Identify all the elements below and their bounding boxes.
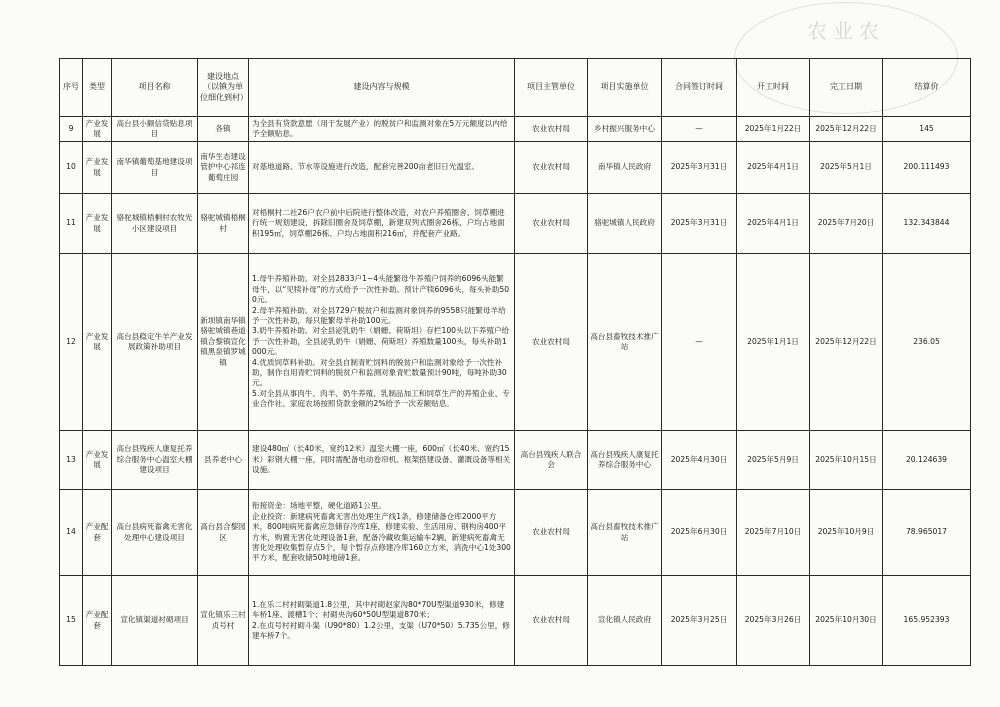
cell-type: 产业发展 — [83, 142, 112, 194]
cell-finish-date: 2025年5月1日 — [810, 142, 883, 194]
cell-type: 产业配套 — [83, 576, 112, 666]
cell-type: 产业发展 — [83, 117, 112, 142]
cell-content: 1.在乐二村衬砌渠道1.8公里，其中衬砌赵家沟80*70U型渠道930米，修建车桥1座、渡槽1个；衬砌央沟60*50U型渠道870米； 2.在贞号村衬砌斗渠（U90*80）1.2公里，支渠（U70*50）5.735公里，修建车桥7个。 — [249, 576, 515, 666]
cell-contract-date: — — [662, 254, 737, 431]
cell-seq: 11 — [60, 194, 83, 254]
cell-contract-date: — — [662, 117, 737, 142]
cell-content: 建设480㎡（长40米，宽约12米）温室大棚一座，600㎡（长40米、宽约15米）彩钢大棚一座，同时需配备电动卷帘机、框架搭建设备、灌溉设备等相关设施。 — [249, 431, 515, 490]
cell-type: 产业发展 — [83, 194, 112, 254]
cell-implementer: 宣化镇人民政府 — [588, 576, 662, 666]
cell-name: 高台县小额信贷贴息项目 — [112, 117, 198, 142]
cell-content: 对梧桐村二社26户农户前中后院进行整体改造，对农户养殖圈舍、饲草棚进行统一规划建设，拆除旧圈舍及饲草棚，新建双列式圈舍26栋，户均占地面积195㎡，饲草棚26栋、户均占地面积216㎡，并配套产业路。 — [249, 194, 515, 254]
table-header-row — [60, 59, 971, 117]
cell-price: 165.952393 — [883, 576, 971, 666]
cell-implementer: 南华镇人民政府 — [588, 142, 662, 194]
header-location: 建设地点（以镇为单位细化到村） — [198, 59, 249, 117]
cell-implementer: 骆驼城镇人民政府 — [588, 194, 662, 254]
cell-price: 236.05 — [883, 254, 971, 431]
cell-start-date: 2025年3月26日 — [737, 576, 810, 666]
cell-start-date: 2025年4月1日 — [737, 142, 810, 194]
cell-price: 132.343844 — [883, 194, 971, 254]
table-row — [60, 194, 971, 254]
cell-contract-date: 2025年3月31日 — [662, 194, 737, 254]
cell-start-date: 2025年1月1日 — [737, 254, 810, 431]
cell-location: 县养老中心 — [198, 431, 249, 490]
cell-finish-date: 2025年10月15日 — [810, 431, 883, 490]
cell-finish-date: 2025年7月20日 — [810, 194, 883, 254]
cell-name: 骆驼城镇梧桐村农牧光小区建设项目 — [112, 194, 198, 254]
header-name: 项目名称 — [112, 59, 198, 117]
cell-owner: 农业农村局 — [515, 254, 588, 431]
cell-type: 产业配套 — [83, 490, 112, 576]
cell-finish-date: 2025年10月30日 — [810, 576, 883, 666]
table-row — [60, 576, 971, 666]
cell-price: 145 — [883, 117, 971, 142]
cell-price: 200.111493 — [883, 142, 971, 194]
cell-owner: 农业农村局 — [515, 194, 588, 254]
cell-start-date: 2025年4月1日 — [737, 194, 810, 254]
header-seq: 序号 — [60, 59, 83, 117]
cell-seq: 13 — [60, 431, 83, 490]
cell-start-date: 2025年5月9日 — [737, 431, 810, 490]
cell-name: 高台县残疾人康复托养综合服务中心温室大棚建设项目 — [112, 431, 198, 490]
table-row — [60, 254, 971, 431]
cell-type: 产业发展 — [83, 431, 112, 490]
cell-location: 宣化镇乐三村贞号村 — [198, 576, 249, 666]
table-row — [60, 117, 971, 142]
table-row — [60, 490, 971, 576]
cell-finish-date: 2025年10月9日 — [810, 490, 883, 576]
cell-name: 高台县病死畜禽无害化处理中心建设项目 — [112, 490, 198, 576]
table-row — [60, 431, 971, 490]
cell-finish-date: 2025年12月22日 — [810, 117, 883, 142]
cell-content: 1.母牛养殖补助。对全县2833户1~4头能繁母牛养殖户饲养的6096头能繁母牛，以“见犊补母”的方式给予一次性补助。预计产犊6096头，每头补助500元。 2.母羊养殖补助。对全县729户脱贫户和监测对象饲养的9558只能繁母羊给予一次性补助，每只能繁母羊补助100元。 3.奶牛养殖补助。对全县泌乳奶牛（娟姗、荷斯坦）存栏100头以下养殖户给予一次性补助，全县泌乳奶牛（娟姗、荷斯坦）养殖数量100头，每头补助1000元。 4.优质饲草料补助。对全县自制青贮饲料的脱贫户和监测对象给予一次性补助，制作自用青贮饲料的脱贫户和监测对象青贮数量预计90吨，每吨补助30元。 5.对全县从事肉牛、肉羊、奶牛养殖、乳制品加工和饲草生产的养殖企业、专业合作社、家庭农场按照贷款金额的2%给予一次差额贴息。 — [249, 254, 515, 431]
header-finish-date: 完工日期 — [810, 59, 883, 117]
header-owner: 项目主管单位 — [515, 59, 588, 117]
cell-seq: 14 — [60, 490, 83, 576]
cell-name: 南华镇葡萄基地建设项目 — [112, 142, 198, 194]
header-contract-date: 合同签订时间 — [662, 59, 737, 117]
cell-contract-date: 2025年3月25日 — [662, 576, 737, 666]
cell-seq: 9 — [60, 117, 83, 142]
cell-owner: 农业农村局 — [515, 576, 588, 666]
table-row — [60, 142, 971, 194]
cell-owner: 高台县残疾人联合会 — [515, 431, 588, 490]
cell-contract-date: 2025年4月30日 — [662, 431, 737, 490]
cell-type: 产业发展 — [83, 254, 112, 431]
cell-implementer: 高台县畜牧技术推广站 — [588, 254, 662, 431]
cell-name: 宣化镇渠道衬砌项目 — [112, 576, 198, 666]
cell-implementer: 乡村振兴服务中心 — [588, 117, 662, 142]
cell-location: 南华生态建设管护中心祁连葡萄庄园 — [198, 142, 249, 194]
cell-location: 新坝镇南华镇骆驼城镇巷道镇合黎镇宣化镇黑泉镇罗城镇 — [198, 254, 249, 431]
header-price: 结算价 — [883, 59, 971, 117]
cell-seq: 12 — [60, 254, 83, 431]
header-start-date: 开工时间 — [737, 59, 810, 117]
cell-name: 高台县稳定牛羊产业发展政策补助项目 — [112, 254, 198, 431]
cell-content: 衔接资金：场地平整，硬化道路1公里。 企业投资：新建病死畜禽无害出处理生产线1条，修建储备仓库2000平方米，800吨病死畜禽应急储存冷库1座，修建实验、生活用房、钢构房400平方米，购置无害化处理设备1套，配备冷藏收集运输车2辆，新建病死畜禽无害化处理收集暂存点5个，每个暂存点修建冷库160立方米，消洗中心1处300平方米，配套收储50吨地磅1套。 — [249, 490, 515, 576]
cell-start-date: 2025年7月10日 — [737, 490, 810, 576]
cell-content: 为全县有贷款意愿（用于发展产业）的脱贫户和监测对象在5万元额度以内给予全额贴息。 — [249, 117, 515, 142]
cell-contract-date: 2025年6月30日 — [662, 490, 737, 576]
cell-implementer: 高台县残疾人康复托养综合服务中心 — [588, 431, 662, 490]
cell-finish-date: 2025年12月22日 — [810, 254, 883, 431]
header-content: 建设内容与规模 — [249, 59, 515, 117]
cell-location: 骆驼城镇梧桐村 — [198, 194, 249, 254]
cell-start-date: 2025年1月22日 — [737, 117, 810, 142]
project-table — [59, 58, 971, 666]
stamp-text: 农业农 — [807, 19, 885, 43]
header-implementer: 项目实施单位 — [588, 59, 662, 117]
cell-owner: 农业农村局 — [515, 142, 588, 194]
cell-location: 各镇 — [198, 117, 249, 142]
cell-price: 20.124639 — [883, 431, 971, 490]
cell-seq: 15 — [60, 576, 83, 666]
cell-location: 高台县合黎园区 — [198, 490, 249, 576]
cell-owner: 农业农村局 — [515, 117, 588, 142]
cell-price: 78.965017 — [883, 490, 971, 576]
header-type: 类型 — [83, 59, 112, 117]
cell-content: 对基地道路、节水等设施进行改造，配套完善200亩老旧日光温室。 — [249, 142, 515, 194]
cell-implementer: 高台县畜牧技术推广站 — [588, 490, 662, 576]
cell-seq: 10 — [60, 142, 83, 194]
cell-contract-date: 2025年3月31日 — [662, 142, 737, 194]
cell-owner: 农业农村局 — [515, 490, 588, 576]
